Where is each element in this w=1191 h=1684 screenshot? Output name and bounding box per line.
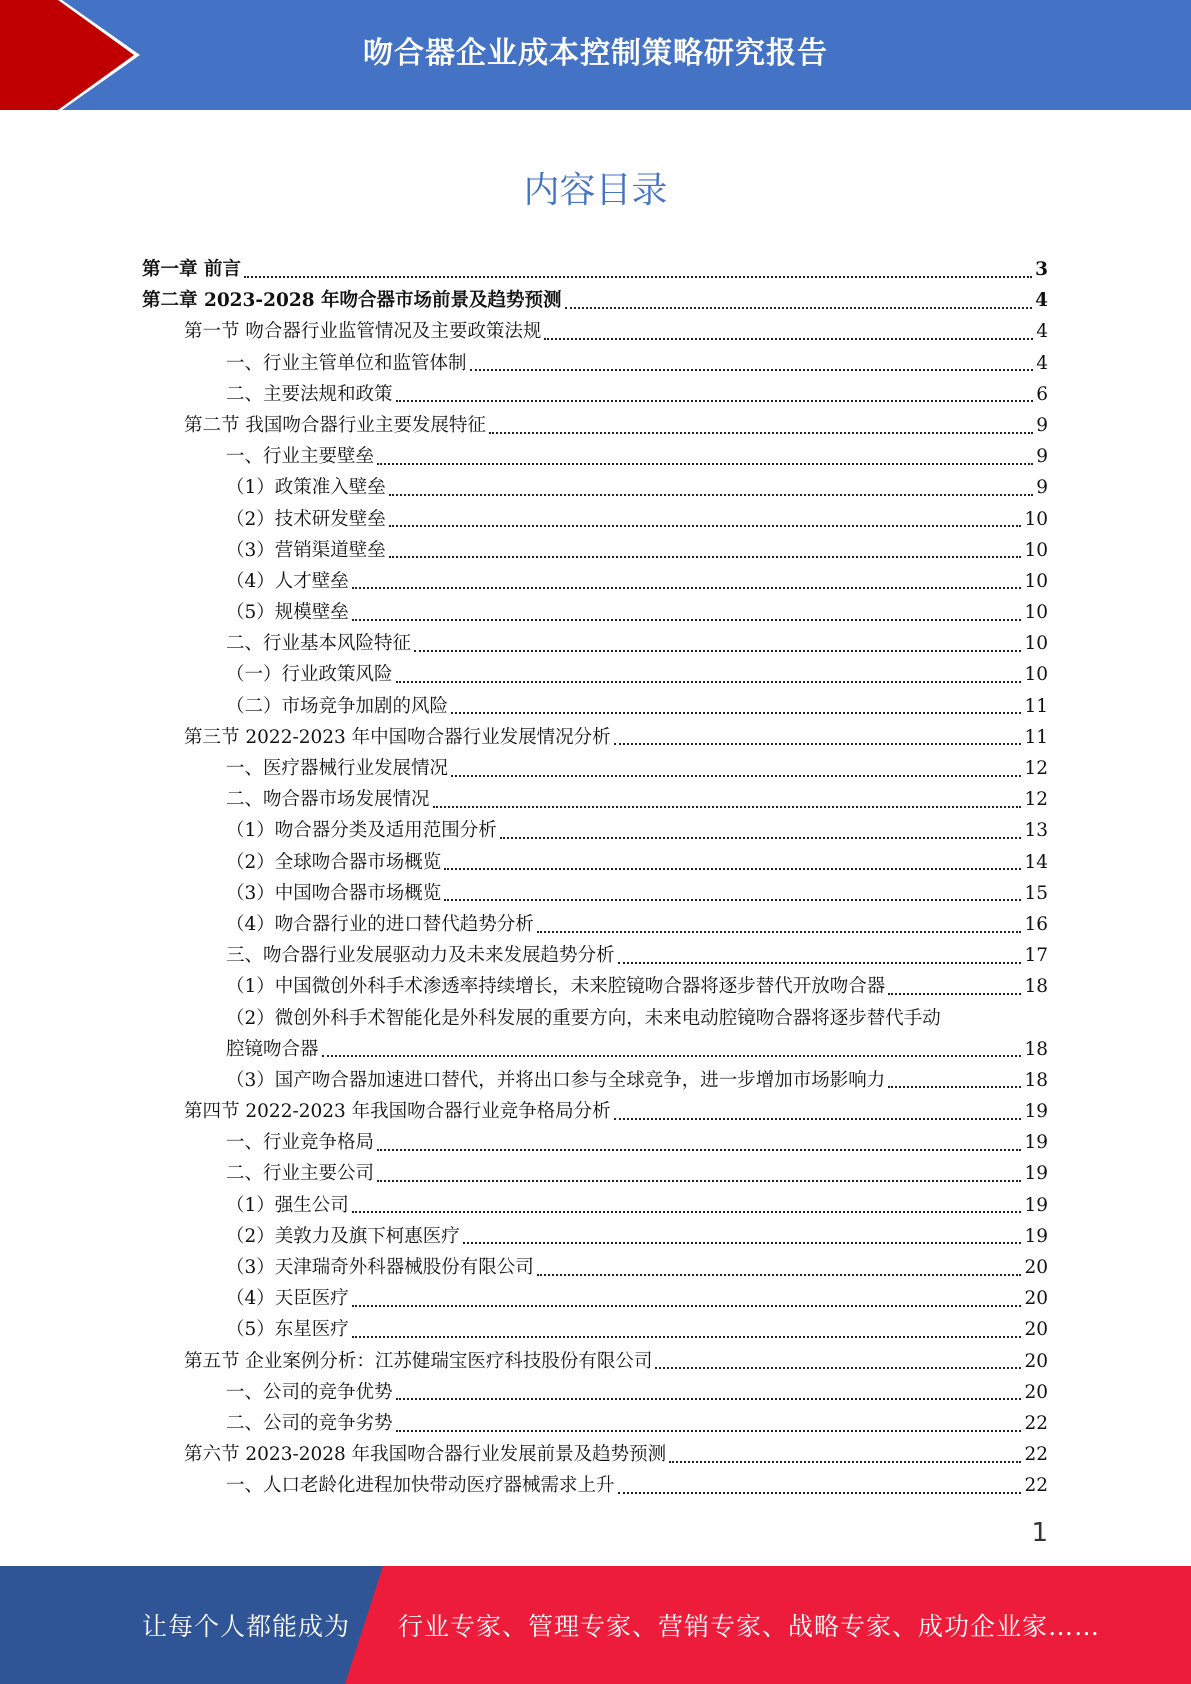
toc-entry[interactable]: [142, 1377, 1048, 1408]
toc-page-number: 10: [1024, 633, 1048, 655]
toc-entry-text: 二、主要法规和政策: [226, 383, 393, 405]
toc-entry-text: 二、行业基本风险特征: [226, 633, 412, 655]
toc-leader-dots: [244, 276, 1032, 278]
toc-leader-dots: [444, 899, 1021, 901]
toc-entry-text: （4）天臣医疗: [226, 1288, 349, 1310]
toc-page-number: 18: [1024, 1038, 1048, 1060]
toc-entry-text: （3）营销渠道壁垒: [226, 539, 386, 561]
toc-leader-dots: [352, 587, 1022, 589]
toc-leader-dots: [414, 650, 1021, 652]
toc-entry[interactable]: [142, 784, 1048, 815]
toc-entry-text: 一、行业主管单位和监管体制: [226, 352, 467, 374]
toc-leader-dots: [669, 1461, 1021, 1463]
toc-entry-text: （5）规模壁垒: [226, 602, 349, 624]
toc-entry[interactable]: [142, 254, 1048, 285]
toc-entry[interactable]: [142, 722, 1048, 753]
toc-page-number: 19: [1024, 1132, 1048, 1154]
toc-leader-dots: [470, 369, 1034, 371]
toc-leader-dots: [389, 494, 1033, 496]
toc-page-number: 9: [1036, 414, 1048, 436]
toc-page-number: 22: [1024, 1412, 1048, 1434]
toc-page-number: 9: [1036, 477, 1048, 499]
toc-entry[interactable]: [142, 379, 1048, 410]
toc-entry[interactable]: [142, 566, 1048, 597]
toc-entry-text: 一、人口老龄化进程加快带动医疗器械需求上升: [226, 1475, 615, 1497]
toc-entry[interactable]: [142, 971, 1048, 1002]
toc-entry-text: 一、公司的竞争优势: [226, 1381, 393, 1403]
toc-leader-dots: [614, 743, 1022, 745]
toc-entry-text: （5）东星医疗: [226, 1319, 349, 1341]
footer-slogan-right: 行业专家、管理专家、营销专家、战略专家、成功企业家……: [398, 1612, 1101, 1641]
toc-entry-text: 第五节 企业案例分析：江苏健瑞宝医疗科技股份有限公司: [184, 1350, 653, 1372]
toc-entry-text: （1）政策准入壁垒: [226, 477, 386, 499]
toc-leader-dots: [537, 931, 1022, 933]
toc-page-number: 10: [1024, 539, 1048, 561]
toc-entry[interactable]: [142, 1470, 1048, 1501]
toc-page-number: 10: [1024, 664, 1048, 686]
toc-entry[interactable]: [142, 504, 1048, 535]
toc-leader-dots: [544, 338, 1033, 340]
toc-entry[interactable]: [142, 535, 1048, 566]
toc-leader-dots: [352, 1305, 1022, 1307]
toc-page-number: 4: [1036, 321, 1048, 343]
toc-entry[interactable]: [142, 441, 1048, 472]
toc-entry[interactable]: [142, 1346, 1048, 1377]
toc-page-number: 12: [1024, 789, 1048, 811]
toc-leader-dots: [451, 775, 1021, 777]
toc-entry[interactable]: [142, 691, 1048, 722]
toc-leader-dots: [322, 1055, 1022, 1057]
toc-entry-text: （一）行业政策风险: [226, 664, 393, 686]
toc-page-number: 12: [1024, 758, 1048, 779]
toc-entry[interactable]: [142, 410, 1048, 441]
toc-page-number: 15: [1024, 882, 1048, 904]
toc-page-number: 20: [1024, 1319, 1048, 1341]
toc-leader-dots: [618, 1492, 1022, 1494]
toc-entry-text: （2）美敦力及旗下柯惠医疗: [226, 1225, 460, 1247]
toc-page-number: 4: [1036, 352, 1048, 374]
toc-page-number: 14: [1024, 851, 1048, 873]
toc-leader-dots: [565, 307, 1033, 309]
toc-entry[interactable]: [142, 1096, 1048, 1127]
header-title: 吻合器企业成本控制策略研究报告: [363, 36, 828, 71]
toc-page-number: 22: [1024, 1444, 1048, 1466]
toc-entry[interactable]: [142, 1221, 1048, 1252]
toc-page-number: 19: [1024, 1101, 1048, 1123]
toc-entry-text: （2）微创外科手术智能化是外科发展的重要方向，未来电动腔镜吻合器将逐步替代手动: [226, 1007, 941, 1029]
page-footer: [0, 1566, 1191, 1684]
toc-entry-text: 第四节 2022-2023 年我国吻合器行业竞争格局分析: [184, 1101, 611, 1123]
toc-entry-text: （1）强生公司: [226, 1194, 349, 1216]
toc-leader-dots: [396, 400, 1034, 402]
toc-entry[interactable]: [142, 1252, 1048, 1283]
toc-page-number: 22: [1024, 1475, 1048, 1497]
toc-entry-text-continued: 腔镜吻合器: [226, 1038, 319, 1060]
toc-leader-dots: [377, 1149, 1021, 1151]
toc-page-number: 19: [1024, 1225, 1048, 1247]
toc-page-number: 19: [1024, 1163, 1048, 1185]
toc-entry[interactable]: [142, 909, 1048, 940]
toc-page-number: 19: [1024, 1194, 1048, 1216]
toc-page-number: 18: [1024, 976, 1048, 998]
toc-page-number: 20: [1024, 1350, 1048, 1372]
toc-leader-dots: [352, 619, 1022, 621]
toc-entry-text: 第二章 2023-2028 年吻合器市场前景及趋势预测: [142, 290, 562, 312]
toc-leader-dots: [451, 712, 1021, 714]
toc-entry-text: （1）中国微创外科手术渗透率持续增长，未来腔镜吻合器将逐步替代开放吻合器: [226, 976, 886, 998]
toc-page-number: 18: [1024, 1069, 1048, 1091]
toc-entry-text: 一、行业主要壁垒: [226, 446, 375, 468]
toc-entry-text: 第一节 吻合器行业监管情况及主要政策法规: [184, 321, 542, 343]
toc-page-number: 11: [1024, 695, 1048, 717]
toc-entry[interactable]: [142, 316, 1048, 347]
toc-entry-text: （2）技术研发壁垒: [226, 508, 386, 530]
toc-leader-dots: [433, 806, 1022, 808]
toc-entry-text: 第二节 我国吻合器行业主要发展特征: [184, 414, 486, 436]
toc-leader-dots: [352, 1211, 1022, 1213]
toc-entry-text: 第六节 2023-2028 年我国吻合器行业发展前景及趋势预测: [184, 1444, 667, 1466]
toc-entry[interactable]: [142, 1408, 1048, 1439]
toc-entry-text: 第一章 前言: [142, 259, 241, 280]
toc-entry[interactable]: [142, 1314, 1048, 1345]
toc-page-number: 17: [1024, 945, 1048, 967]
toc-leader-dots: [463, 1242, 1022, 1244]
toc-page-number: 9: [1036, 446, 1048, 468]
toc-leader-dots: [614, 1118, 1022, 1120]
toc-leader-dots: [352, 1336, 1022, 1338]
toc-entry-text: 三、吻合器行业发展驱动力及未来发展趋势分析: [226, 945, 615, 967]
toc-entry[interactable]: [142, 628, 1048, 659]
toc-entry-text: 二、吻合器市场发展情况: [226, 789, 430, 811]
toc-page-number: 20: [1024, 1257, 1048, 1279]
toc-page-number: 20: [1024, 1381, 1048, 1403]
toc-entry-text: （3）天津瑞奇外科器械股份有限公司: [226, 1257, 534, 1279]
toc-entry-text: 一、医疗器械行业发展情况: [226, 758, 449, 779]
toc-entry[interactable]: [142, 878, 1048, 909]
toc-page-number: 3: [1035, 259, 1048, 280]
toc-entry-text: 二、行业主要公司: [226, 1163, 375, 1185]
toc-entry[interactable]: [142, 285, 1048, 316]
toc-entry[interactable]: [142, 847, 1048, 878]
toc-entry[interactable]: [142, 1158, 1048, 1189]
toc-entry-text: （3）中国吻合器市场概览: [226, 882, 442, 904]
toc-entry-text: （2）全球吻合器市场概览: [226, 851, 442, 873]
toc-entry[interactable]: [142, 1127, 1048, 1158]
toc-leader-dots: [396, 1398, 1022, 1400]
toc-leader-dots: [537, 1274, 1022, 1276]
toc-leader-dots: [377, 463, 1033, 465]
toc-entry-text: （1）吻合器分类及适用范围分析: [226, 820, 497, 842]
toc-leader-dots: [618, 962, 1022, 964]
toc-heading: 内容目录: [523, 170, 668, 211]
toc-leader-dots: [444, 868, 1021, 870]
toc-page-number: 4: [1035, 290, 1048, 312]
toc-entry[interactable]: [142, 1003, 1048, 1065]
toc-leader-dots: [377, 1180, 1021, 1182]
toc-page-number: 6: [1036, 383, 1048, 405]
table-of-contents: [142, 254, 1048, 1502]
toc-entry[interactable]: [142, 815, 1048, 846]
toc-entry-text: 第三节 2022-2023 年中国吻合器行业发展情况分析: [184, 726, 611, 748]
toc-page-number: 11: [1024, 726, 1048, 748]
toc-entry[interactable]: [142, 1283, 1048, 1314]
toc-page-number: 10: [1024, 508, 1048, 530]
toc-entry[interactable]: [142, 1065, 1048, 1096]
toc-entry-text: （4）吻合器行业的进口替代趋势分析: [226, 913, 534, 935]
toc-entry[interactable]: [142, 348, 1048, 379]
toc-page-number: 13: [1024, 820, 1048, 842]
toc-entry-text: （3）国产吻合器加速进口替代，并将出口参与全球竞争，进一步增加市场影响力: [226, 1069, 886, 1091]
toc-page-number: 10: [1024, 570, 1048, 592]
toc-entry-text: 一、行业竞争格局: [226, 1132, 375, 1154]
toc-entry[interactable]: [142, 659, 1048, 690]
toc-entry[interactable]: [142, 1190, 1048, 1221]
toc-leader-dots: [389, 556, 1022, 558]
toc-leader-dots: [500, 837, 1022, 839]
toc-leader-dots: [389, 525, 1022, 527]
toc-leader-dots: [655, 1367, 1021, 1369]
footer-slogan-left: 让每个人都能成为: [142, 1612, 351, 1641]
toc-entry-text: （4）人才壁垒: [226, 570, 349, 592]
toc-leader-dots: [489, 432, 1033, 434]
toc-page-number: 16: [1024, 913, 1048, 935]
toc-entry[interactable]: [142, 472, 1048, 503]
page-header: [0, 0, 1191, 110]
toc-page-number: 10: [1024, 602, 1048, 624]
toc-entry[interactable]: [142, 753, 1048, 784]
toc-leader-dots: [396, 1430, 1022, 1432]
toc-leader-dots: [396, 681, 1022, 683]
toc-entry[interactable]: [142, 940, 1048, 971]
toc-page-number: 20: [1024, 1288, 1048, 1310]
toc-entry[interactable]: [142, 597, 1048, 628]
toc-leader-dots: [888, 1086, 1021, 1088]
toc-leader-dots: [888, 993, 1021, 995]
page-number: 1: [1031, 1518, 1048, 1548]
toc-entry-text: 二、公司的竞争劣势: [226, 1412, 393, 1434]
toc-entry-text: （二）市场竞争加剧的风险: [226, 695, 449, 717]
toc-entry[interactable]: [142, 1439, 1048, 1470]
